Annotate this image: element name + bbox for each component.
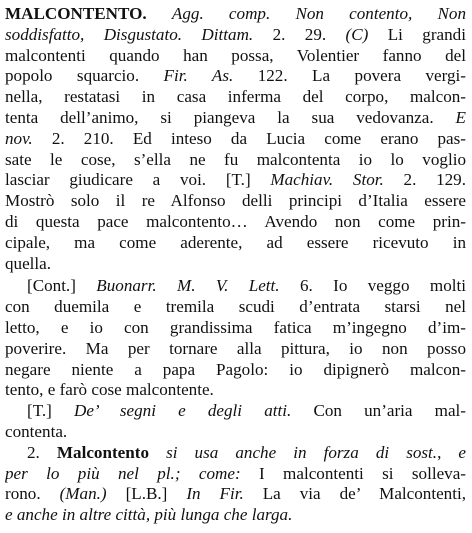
italic-text: nov. [5,128,33,148]
italic-text: e anche in altre città, più lunga che larga. [5,505,293,525]
text-line [5,46,466,67]
text-line [5,129,466,150]
text-line [5,318,466,339]
text-line [5,276,466,297]
text-run: quella. [5,253,52,273]
text-run: La via de’ Malcontenti, [243,484,466,504]
text-run: I malcontenti si solleva- [240,463,466,483]
italic-text: Machiav. Stor. [270,170,384,190]
text-line [5,4,466,25]
italic-text: e [458,442,466,462]
text-line [5,25,466,46]
text-run: Mostrò solo il re Alfonso delli principi d’Italia essere [5,191,466,211]
text-line [5,254,466,275]
text-line [5,360,466,381]
text-run: rono. [5,484,60,504]
text-line [5,443,466,464]
text-run: [L.B.] [106,484,187,504]
bold-text: MALCONTENTO. [5,4,147,23]
text-run: malcontenti quando han possa, Volentier fanno del [5,45,466,65]
italic-text: In Fir. [186,484,244,504]
bold-text: Malcontento [56,442,149,462]
italic-text: De’ segni e degli atti. [74,401,292,421]
text-run: 6. Io veggo molti [279,276,466,296]
text-line [5,297,466,318]
text-run: contenta. [5,421,68,441]
italic-text: E [455,107,466,127]
text-line [5,191,466,212]
text-line [5,150,466,171]
text-line [5,66,466,87]
text-run [147,4,172,23]
italic-text: per lo più nel pl.; come: [5,463,241,483]
italic-text: Fir. As. [163,66,234,86]
text-line [5,484,466,505]
text-run: 2. [27,442,57,462]
text-run: 2. 210. Ed inteso da Lucia come erano pas- [32,128,466,148]
text-run: tento, e farò cose malcontente. [5,380,214,400]
text-run: 122. La povera vergi- [233,66,466,86]
text-run: [Cont.] [27,276,97,296]
text-run: [T.] [27,401,74,421]
text-run: di questa pace malcontento… Avendo non come prin- [5,211,466,231]
italic-text: soddisfatto, Disgustato. Dittam. [5,24,254,44]
text-run: Li grandi [368,24,466,44]
text-run: nella, restatasi in casa inferma del corpo, malcon- [5,87,466,107]
text-run: lasciar giudicare a voi. [T.] [5,170,271,190]
text-run: letto, e io con grandissima fatica m’ingegno d’im- [5,317,466,337]
text-run: , [437,442,459,462]
text-run: Con un’aria mal- [291,401,466,421]
text-line [5,233,466,254]
italic-text: (Man.) [59,484,107,504]
text-line [5,422,466,443]
text-line [5,380,466,401]
italic-text: Buonarr. M. V. Lett. [96,276,280,296]
text-run: poverire. Ma per tornare alla pittura, io non posso [5,338,466,358]
italic-text: si usa anche in forza di sost. [166,442,438,462]
text-line [5,170,466,191]
text-run: sate le cose, s’ella ne fu malcontenta io lo voglio [5,149,466,169]
text-line [5,464,466,485]
text-line [5,339,466,360]
text-run: cipale, ma come aderente, ad essere ricevuto in [5,232,466,252]
text-line [5,505,466,526]
text-line [5,87,466,108]
italic-text: (C) [345,24,369,44]
italic-text: Agg. comp. Non contento, Non [171,4,466,23]
text-run [149,443,166,462]
text-run: popolo squarcio. [5,66,164,86]
text-run: 2. 129. [383,170,466,190]
text-run: 2. 29. [253,24,346,44]
text-run: tenta dell’animo, si piangeva la sua vedovanza. [5,107,456,127]
text-line [5,212,466,233]
text-run: con duemila e tremila scudi d’entrata starsi nel [5,297,466,317]
text-line [5,401,466,422]
text-line [5,108,466,129]
text-run: negare niente a papa Pagolo: io dipignerò malcon- [5,359,466,379]
